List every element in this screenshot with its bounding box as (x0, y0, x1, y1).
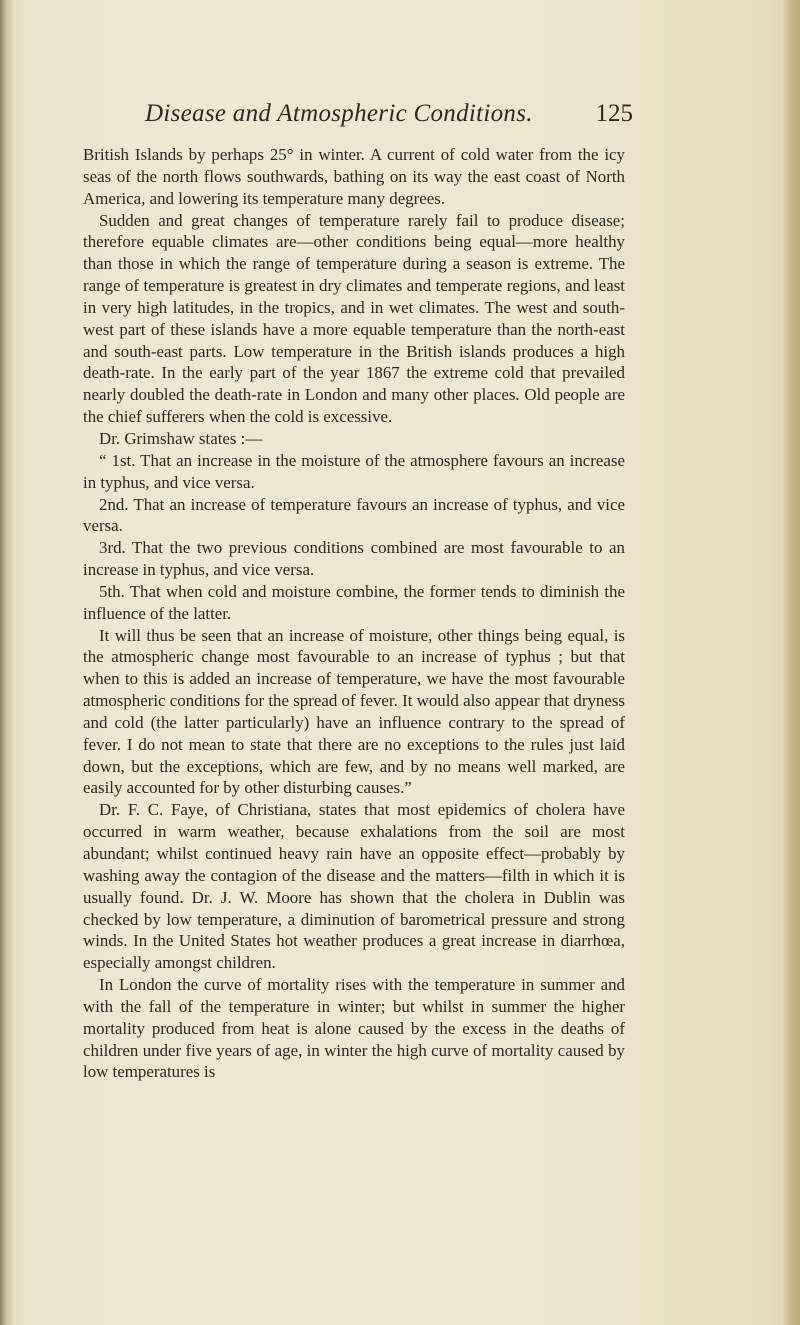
page-header (145, 100, 635, 134)
paragraph-grimshaw-point-1: “ 1st. That an increase in the moisture of the atmosphere favours an increase in typhus, and vice versa. (83, 450, 625, 492)
page-number: 125 (595, 100, 633, 127)
paragraph-climate-continuation: British Islands by perhaps 25° in winter. A current of cold water from the icy seas of the north flows southwards, bathing on its way the east coast of North America, and lowering its temperature many degrees. (83, 145, 625, 208)
paragraph-grimshaw-point-5: 5th. That when cold and moisture combine, the former tends to diminish the influence of the latter. (83, 581, 625, 623)
paragraph-grimshaw-point-2: 2nd. That an increase of temperature favours an increase of typhus, and vice versa. (83, 494, 625, 536)
paragraph-grimshaw-point-3: 3rd. That the two previous conditions combined are most favourable to an increase in typhus, and vice versa. (83, 538, 625, 580)
paragraph-moisture-conclusion: It will thus be seen that an increase of moisture, other things being equal, is the atmospheric change most favourable to an increase of typhus ; but that when to this is added an increase of temperature, we have the most favourable atmospheric conditions for the spread of fever. It would also appear that dryness and cold (the latter particularly) have an influence contrary to the spread of fever. I do not mean to state that there are no exceptions to the rules just laid down, but the exceptions, which are few, and by no means well marked, are easily accounted for by other disturbing causes.” (83, 625, 625, 798)
page-edge-right (782, 0, 800, 1325)
page-edge-left (0, 0, 14, 1325)
running-title: Disease and Atmospheric Conditions. (145, 100, 533, 127)
paragraph-temperature-changes: Sudden and great changes of temperature rarely fail to produce disease; therefore equable climates are—other conditions being equal—more healthy than those in which the range of temperature during a season is extreme. The range of temperature is greatest in dry climates and temperate regions, and least in very high latitudes, in the tropics, and in wet climates. The west and south-west part of these islands have a more equable temperature than the north-east and south-east parts. Low temperature in the British islands produces a high death-rate. In the early part of the year 1867 the extreme cold that prevailed nearly doubled the death-rate in London and many other places. Old people are the chief sufferers when the cold is excessive. (83, 210, 625, 427)
paragraph-faye-cholera: Dr. F. C. Faye, of Christiana, states that most epidemics of cholera have occurred in warm weather, because exhalations from the soil are most abundant; whilst continued heavy rain have an opposite effect—probably by washing away the contagion of the disease and the matters—filth in which it is usually found. Dr. J. W. Moore has shown that the cholera in Dublin was checked by low temperature, a diminution of barometrical pressure and strong winds. In the United States hot weather produces a great increase in diarrhœa, especially amongst children. (83, 800, 625, 973)
paragraph-london-mortality: In London the curve of mortality rises with the temperature in summer and with the fall of the temperature in winter; but whilst in summer the higher mortality produced from heat is alone caused by the excess in the deaths of children under five years of age, in winter the high curve of mortality caused by low temperatures is (83, 975, 625, 1082)
body-text (83, 144, 625, 1083)
paragraph-grimshaw-intro: Dr. Grimshaw states :— (99, 428, 263, 448)
